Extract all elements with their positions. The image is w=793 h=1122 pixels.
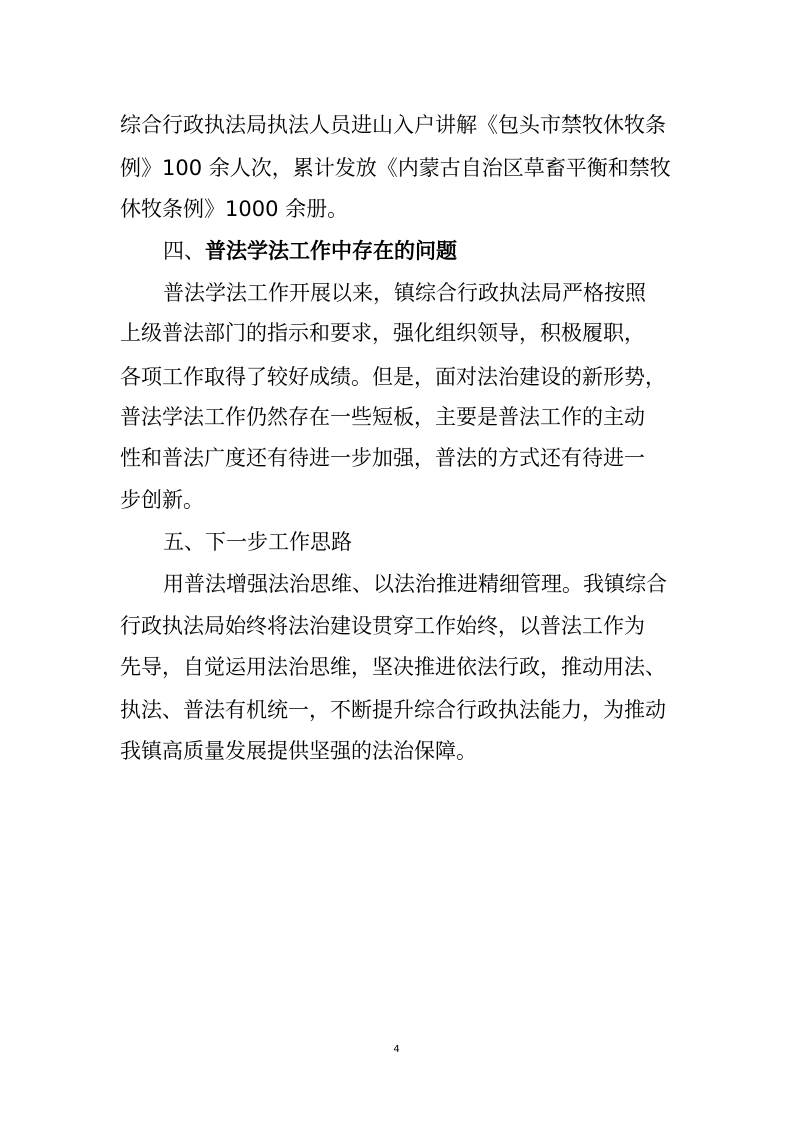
- text-line: 综合行政执法局执法人员进山入户讲解《包头市禁牧休牧条: [120, 113, 666, 137]
- text-line: 普法学法工作仍然存在一些短板，主要是普法工作的主动: [120, 405, 645, 429]
- section-heading-4: [163, 236, 457, 266]
- text-line: 各项工作取得了较好成绩。但是，面对法治建设的新形势，: [120, 365, 666, 389]
- text-line: 行政执法局始终将法治建设贯穿工作始终，以普法工作为: [120, 614, 645, 638]
- section-title: 普法学法工作中存在的问题: [205, 239, 457, 263]
- text-line: 例》100 余人次，累计发放《内蒙古自治区草畜平衡和禁牧: [120, 156, 671, 180]
- text-line: 先导，自觉运用法治思维，坚决推进依法行政，推动用法、: [120, 655, 666, 679]
- text-line: 执法、普法有机统一，不断提升综合行政执法能力，为推动: [120, 698, 666, 722]
- section-heading-5: 五、下一步工作思路: [163, 530, 352, 554]
- text-line: 普法学法工作开展以来，镇综合行政执法局严格按照: [163, 281, 646, 305]
- text-line: 步创新。: [120, 488, 204, 512]
- section-number: 四、: [163, 239, 205, 263]
- text-line: 性和普法广度还有待进一步加强，普法的方式还有待进一: [120, 446, 645, 470]
- page-number: 4: [393, 1044, 400, 1055]
- text-line: 休牧条例》1000 余册。: [120, 197, 349, 221]
- text-line: 用普法增强法治思维、以法治推进精细管理。我镇综合: [163, 572, 667, 596]
- text-line: 我镇高质量发展提供坚强的法治保障。: [120, 739, 477, 763]
- text-line: 上级普法部门的指示和要求，强化组织领导，积极履职，: [120, 321, 645, 345]
